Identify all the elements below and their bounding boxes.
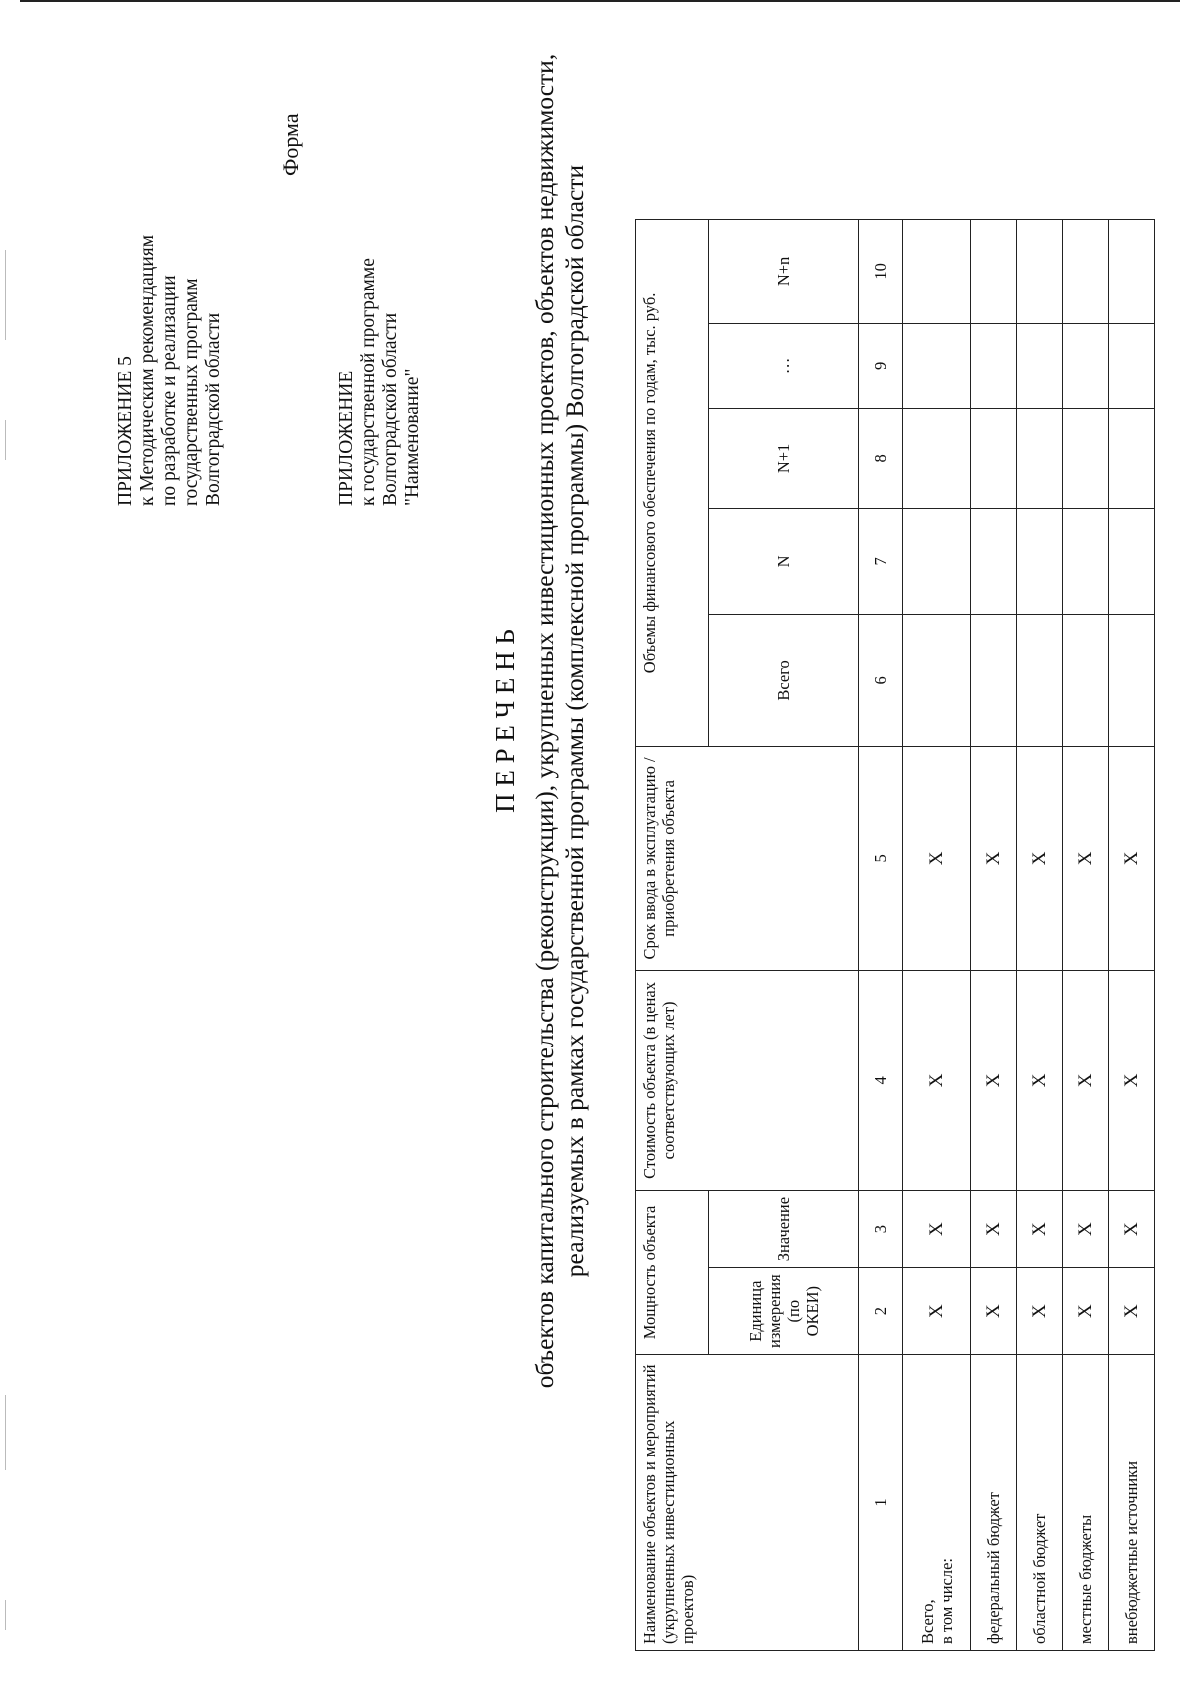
row-label: федеральный бюджет — [971, 1355, 1017, 1651]
appendix-line: государственных программ — [181, 278, 202, 506]
subtitle-line-2: реализуемых в рамках государственной программы (комплексной программы) Волгоградской области — [560, 164, 589, 1278]
table-cell — [1017, 323, 1063, 408]
header-year-nn: N+n — [709, 219, 859, 323]
header-year-n: N — [709, 508, 859, 614]
appendix-line: ПРИЛОЖЕНИЕ 5 — [115, 356, 136, 506]
header-cost: Стоимость объекта (в ценах соответствующих лет) — [636, 970, 859, 1190]
column-number: 3 — [859, 1190, 903, 1267]
table-cell: X — [971, 1268, 1017, 1355]
row-label: областной бюджет — [1017, 1355, 1063, 1651]
table-cell: X — [971, 746, 1017, 970]
column-number: 7 — [859, 508, 903, 614]
table-cell — [1109, 323, 1155, 408]
table-cell: X — [1109, 1190, 1155, 1267]
table-cell — [1109, 408, 1155, 508]
table-row — [1017, 219, 1063, 1650]
header-capacity: Мощность объекта — [636, 1190, 709, 1354]
table-row — [1063, 219, 1109, 1650]
appendix-line: ПРИЛОЖЕНИЕ — [336, 370, 357, 506]
header-value: Значение — [709, 1190, 859, 1267]
column-number: 5 — [859, 746, 903, 970]
column-number: 10 — [859, 219, 903, 323]
column-number: 2 — [859, 1268, 903, 1355]
appendix-line: к Методическим рекомендациям — [137, 234, 158, 506]
row-label-line: Всего, — [917, 1599, 937, 1644]
table-cell: X — [1063, 1190, 1109, 1267]
header-year-dots: … — [709, 323, 859, 408]
header-object-name: Наименование объектов и мероприятий (укрупненных инвестиционных проектов) — [636, 1355, 859, 1651]
table-cell — [1017, 408, 1063, 508]
table-cell: X — [1017, 746, 1063, 970]
table-cell — [1017, 508, 1063, 614]
column-number: 9 — [859, 323, 903, 408]
header-year-n1: N+1 — [709, 408, 859, 508]
table-header-row — [636, 219, 709, 1650]
table-cell — [903, 219, 971, 323]
row-label: местные бюджеты — [1063, 1355, 1109, 1651]
table-cell — [1017, 614, 1063, 746]
table-cell: X — [971, 1190, 1017, 1267]
table-cell — [971, 323, 1017, 408]
table-cell — [1109, 614, 1155, 746]
table-row — [971, 219, 1017, 1650]
header-funding: Объемы финансового обеспечения по годам, тыс. руб. — [636, 219, 709, 746]
column-number: 8 — [859, 408, 903, 508]
row-label-line: в том числе: — [936, 1557, 956, 1644]
table-cell — [903, 408, 971, 508]
table-cell — [1109, 219, 1155, 323]
appendix-line: Волгоградской области — [380, 312, 401, 506]
column-number-row — [859, 219, 903, 1650]
document-subtitle — [530, 0, 590, 1701]
table-cell — [971, 614, 1017, 746]
table-row — [903, 219, 971, 1650]
column-number: 1 — [859, 1355, 903, 1651]
appendix-line: "Наименование" — [402, 368, 423, 506]
table-cell: X — [971, 970, 1017, 1190]
header-unit: Единица измерения (по ОКЕИ) — [709, 1268, 859, 1355]
form-label: Форма — [278, 113, 303, 176]
table-cell: X — [903, 970, 971, 1190]
appendix-line: к государственной программе — [358, 258, 379, 506]
table-cell — [1063, 408, 1109, 508]
objects-table — [635, 219, 1155, 1651]
row-label: внебюджетные источники — [1109, 1355, 1155, 1651]
table-cell — [1063, 614, 1109, 746]
appendix-5-header — [115, 235, 225, 506]
document-title: П Е Р Е Ч Е Н Ь — [490, 629, 520, 813]
table-cell — [1017, 219, 1063, 323]
row-label — [903, 1355, 971, 1651]
table-row — [1109, 219, 1155, 1650]
subtitle-line-1: объектов капитального строительства (реконструкции), укрупненных инвестиционных проектов, объектов недвижимости, — [530, 53, 559, 1389]
table-cell — [903, 323, 971, 408]
appendix-line: по разработке и реализации — [159, 275, 180, 506]
table-cell — [971, 408, 1017, 508]
table-cell — [971, 508, 1017, 614]
table-cell: X — [1063, 970, 1109, 1190]
appendix-program-header — [336, 258, 424, 506]
table-cell: X — [903, 1268, 971, 1355]
table-cell: X — [1017, 1268, 1063, 1355]
column-number: 4 — [859, 970, 903, 1190]
table-cell — [1063, 323, 1109, 408]
table-cell: X — [903, 746, 971, 970]
table-cell — [1063, 219, 1109, 323]
table-cell: X — [1063, 1268, 1109, 1355]
table-cell: X — [1063, 746, 1109, 970]
table-cell: X — [1109, 746, 1155, 970]
column-number: 6 — [859, 614, 903, 746]
table-cell — [1063, 508, 1109, 614]
table-cell: X — [1109, 1268, 1155, 1355]
header-total: Всего — [709, 614, 859, 746]
table-cell — [1109, 508, 1155, 614]
appendix-line: Волгоградской области — [203, 312, 224, 506]
table-cell — [971, 219, 1017, 323]
table-cell: X — [1017, 1190, 1063, 1267]
table-cell: X — [1109, 970, 1155, 1190]
table-cell — [903, 508, 971, 614]
table-cell: X — [1017, 970, 1063, 1190]
table-cell: X — [903, 1190, 971, 1267]
table-cell — [903, 614, 971, 746]
header-commission-date: Срок ввода в эксплуатацию / приобретения объекта — [636, 746, 859, 970]
